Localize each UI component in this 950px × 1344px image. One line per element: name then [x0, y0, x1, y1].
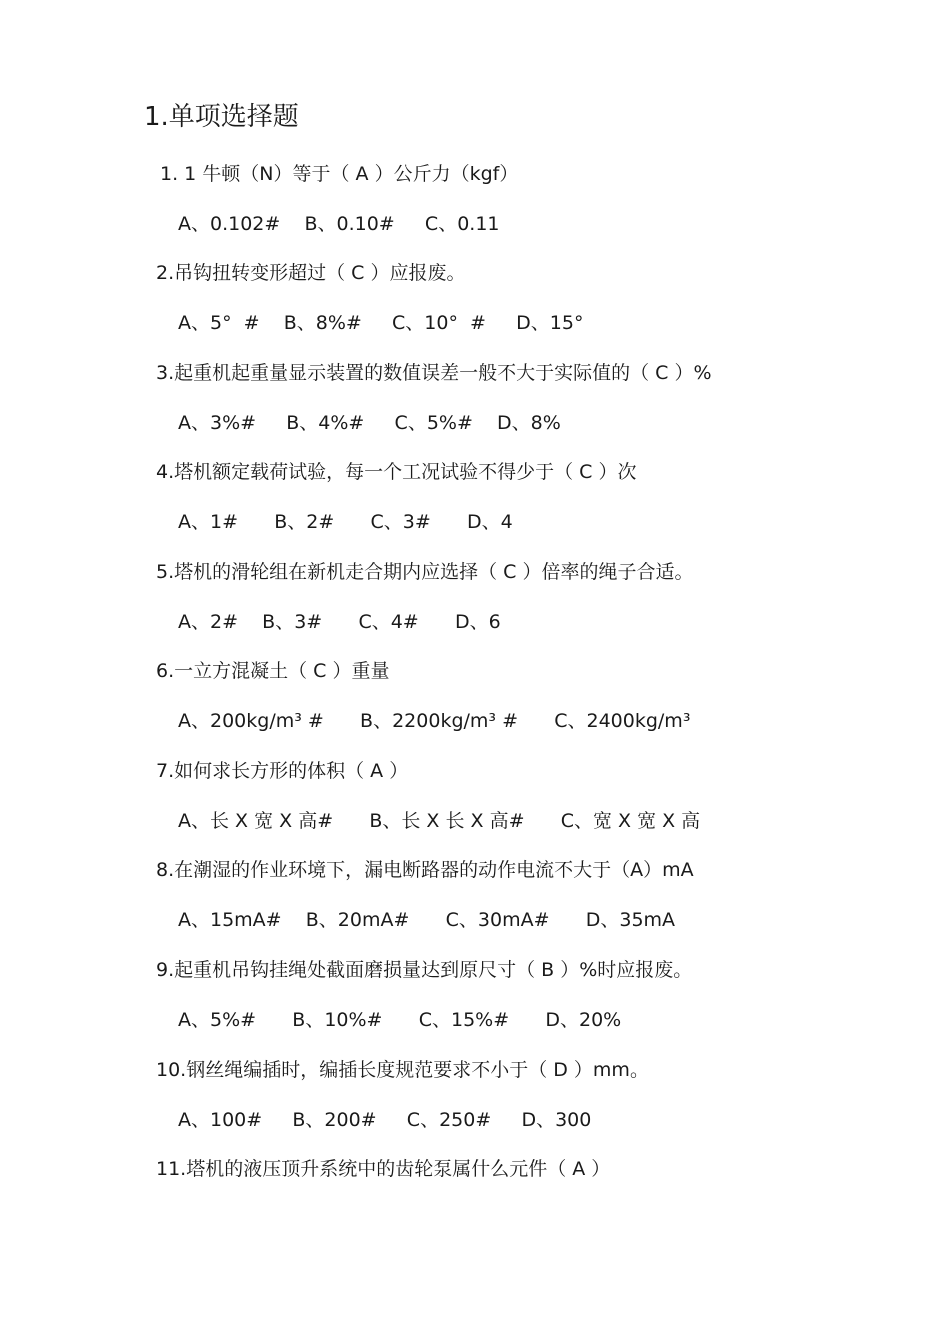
question-9: 9.起重机吊钩挂绳处截面磨损量达到原尺寸（ B ）%时应报废。 [156, 959, 693, 981]
question-3: 3.起重机起重量显示装置的数值误差一般不大于实际值的（ C ）% [156, 362, 712, 384]
question-6: 6.一立方混凝土（ C ）重量 [156, 660, 390, 682]
question-1: 1. 1 牛顿（N）等于（ A ）公斤力（kgf） [160, 163, 519, 185]
section-title: 1.单项选择题 [144, 102, 299, 132]
question-5: 5.塔机的滑轮组在新机走合期内应选择（ C ）倍率的绳子合适。 [156, 561, 694, 583]
question-2: 2.吊钩扭转变形超过（ C ）应报废。 [156, 262, 466, 284]
question-7-options: A、长 X 宽 X 高# B、长 X 长 X 高# C、宽 X 宽 X 高 [178, 810, 701, 832]
question-1-options: A、0.102# B、0.10# C、0.11 [178, 213, 500, 235]
question-9-options: A、5%# B、10%# C、15%# D、20% [178, 1009, 622, 1031]
question-4: 4.塔机额定载荷试验，每一个工况试验不得少于（ C ）次 [156, 461, 637, 483]
question-11: 11.塔机的液压顶升系统中的齿轮泵属什么元件（ A ） [156, 1158, 611, 1180]
question-7: 7.如何求长方形的体积（ A ） [156, 760, 409, 782]
question-4-options: A、1# B、2# C、3# D、4 [178, 511, 513, 533]
question-8-options: A、15mA# B、20mA# C、30mA# D、35mA [178, 909, 676, 931]
question-2-options: A、5° # B、8%# C、10° # D、15° [178, 312, 584, 334]
question-10-options: A、100# B、200# C、250# D、300 [178, 1109, 592, 1131]
question-10: 10.钢丝绳编插时，编插长度规范要求不小于（ D ）mm。 [156, 1059, 649, 1081]
question-5-options: A、2# B、3# C、4# D、6 [178, 611, 501, 633]
question-8: 8.在潮湿的作业环境下，漏电断路器的动作电流不大于（A）mA [156, 859, 694, 881]
question-6-options: A、200kg/m³ # B、2200kg/m³ # C、2400kg/m³ [178, 710, 691, 732]
question-3-options: A、3%# B、4%# C、5%# D、8% [178, 412, 561, 434]
